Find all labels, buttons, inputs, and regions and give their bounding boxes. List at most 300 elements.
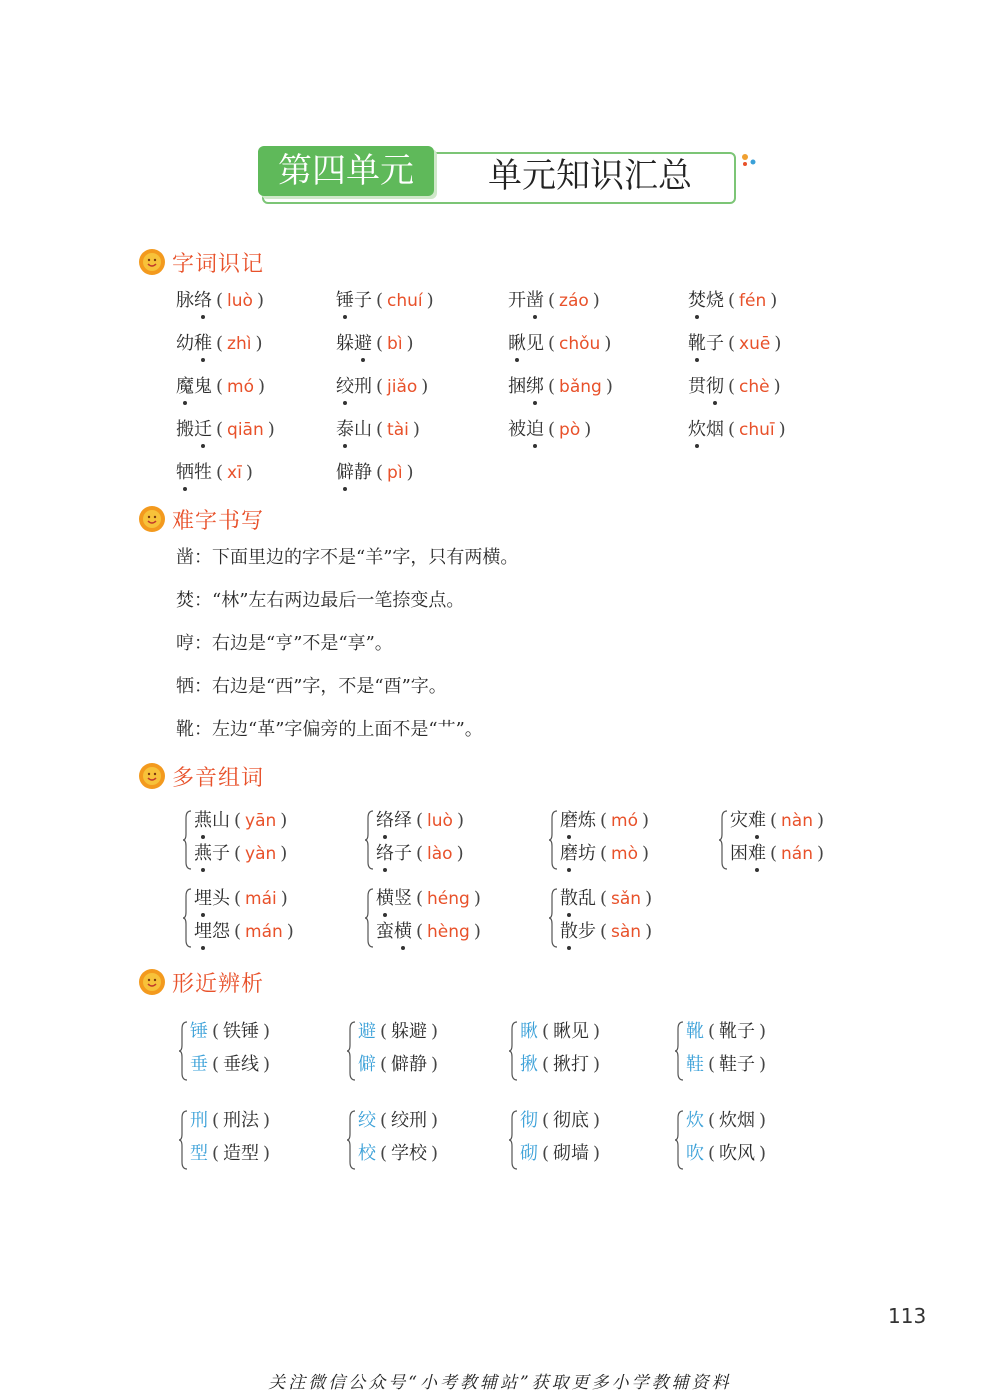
paren-close: ) <box>778 419 786 440</box>
word-char: 牺 <box>176 460 194 486</box>
word-char: 山 <box>354 419 372 440</box>
pinyin: chè <box>739 377 770 397</box>
paren-open: ( <box>380 1021 388 1042</box>
paren-open: ( <box>416 810 424 831</box>
vocab-word <box>508 331 544 357</box>
paren-close: ) <box>593 1143 601 1164</box>
brace-icon <box>508 1021 518 1081</box>
paren-close: ) <box>263 1143 271 1164</box>
vocab-item <box>336 374 432 400</box>
polyphone-row <box>194 919 298 945</box>
word-char: 烟 <box>706 419 724 440</box>
word-char: 络 <box>194 288 212 314</box>
paren-close: ) <box>584 419 592 440</box>
similar-row <box>520 1019 604 1045</box>
vocab-word <box>336 331 372 357</box>
paren-close: ) <box>605 376 613 397</box>
word-char: 幼 <box>176 333 194 354</box>
word-char: 燕 <box>194 841 212 867</box>
pinyin: tài <box>387 420 409 440</box>
similar-word: 彻底 <box>553 1110 590 1131</box>
word-char: 凿 <box>526 288 544 314</box>
vocab-word <box>376 808 412 834</box>
similar-row <box>520 1052 604 1078</box>
vocab-item <box>508 374 617 400</box>
word-char: 子 <box>354 290 372 311</box>
title-banner <box>258 146 734 204</box>
similar-row <box>190 1108 274 1134</box>
vocab-item <box>176 374 269 400</box>
paren-open: ( <box>542 1021 550 1042</box>
similar-group <box>178 1019 348 1085</box>
vocab-word <box>376 919 412 945</box>
similar-word: 躲避 <box>391 1021 428 1042</box>
paren-open: ( <box>216 333 224 354</box>
similar-char: 校 <box>358 1143 376 1164</box>
similar-char: 型 <box>190 1143 208 1164</box>
word-char: 开 <box>508 290 526 311</box>
similar-group <box>508 1019 678 1085</box>
vocab-word <box>336 374 372 400</box>
pinyin: yān <box>245 811 277 831</box>
sun-icon <box>138 968 166 996</box>
word-char: 炊 <box>688 417 706 443</box>
vocab-word <box>176 417 212 443</box>
vocab-item <box>176 417 279 443</box>
paren-open: ( <box>728 290 736 311</box>
word-char: 捆 <box>508 376 526 397</box>
word-char: 僻 <box>336 460 354 486</box>
page-number: 113 <box>888 1304 927 1328</box>
paren-close: ) <box>426 290 434 311</box>
paren-close: ) <box>473 921 481 942</box>
word-char: 稚 <box>194 331 212 357</box>
brace-icon <box>674 1021 684 1081</box>
similar-row <box>190 1019 274 1045</box>
word-char: 横 <box>376 886 394 912</box>
vocab-word <box>336 288 372 314</box>
paren-close: ) <box>280 888 288 909</box>
vocab-item <box>688 331 785 357</box>
vocab-word <box>508 374 544 400</box>
page-title: 单元知识汇总 <box>488 156 692 196</box>
similar-char: 彻 <box>520 1110 538 1131</box>
paren-close: ) <box>286 921 294 942</box>
polyphone-row <box>560 919 656 945</box>
paren-open: ( <box>548 333 556 354</box>
paren-open: ( <box>212 1021 220 1042</box>
sun-icon <box>138 505 166 533</box>
paren-open: ( <box>708 1021 716 1042</box>
paren-open: ( <box>234 921 242 942</box>
polyphone-group <box>548 808 718 874</box>
vocab-word <box>194 808 230 834</box>
word-char: 迫 <box>526 417 544 443</box>
similar-char: 鞋 <box>686 1054 704 1075</box>
word-char: 搬 <box>176 419 194 440</box>
similar-row <box>686 1108 770 1134</box>
paren-close: ) <box>267 419 275 440</box>
pinyin: chǒu <box>559 334 601 354</box>
paren-close: ) <box>592 290 600 311</box>
word-char: 牲 <box>194 462 212 483</box>
paren-close: ) <box>256 290 264 311</box>
pinyin: chuí <box>387 291 423 311</box>
similar-word: 造型 <box>223 1143 260 1164</box>
paren-open: ( <box>416 888 424 909</box>
brace-icon <box>178 1110 188 1170</box>
vocab-word <box>688 331 724 357</box>
vocab-word <box>176 374 212 400</box>
word-char: 散 <box>560 919 578 945</box>
vocab-word <box>194 886 230 912</box>
paren-close: ) <box>817 810 825 831</box>
paren-close: ) <box>263 1021 271 1042</box>
paren-open: ( <box>600 888 608 909</box>
section-header-polyphone <box>138 761 264 791</box>
word-char: 刑 <box>354 376 372 397</box>
vocab-word <box>176 460 212 486</box>
pinyin: héng <box>427 889 470 909</box>
similar-word: 僻静 <box>391 1054 428 1075</box>
section-header-similar <box>138 967 264 997</box>
brace-icon <box>508 1110 518 1170</box>
paren-open: ( <box>380 1110 388 1131</box>
paren-open: ( <box>234 810 242 831</box>
pinyin: lào <box>427 844 453 864</box>
paren-open: ( <box>234 888 242 909</box>
polyphone-row <box>376 886 485 912</box>
paren-open: ( <box>600 921 608 942</box>
word-char: 彻 <box>706 374 724 400</box>
paren-open: ( <box>212 1143 220 1164</box>
similar-word: 刑法 <box>223 1110 260 1131</box>
paren-open: ( <box>728 419 736 440</box>
paren-open: ( <box>728 376 736 397</box>
brace-icon <box>178 1021 188 1081</box>
paren-close: ) <box>817 843 825 864</box>
similar-row <box>190 1141 274 1167</box>
word-char: 绑 <box>526 374 544 400</box>
pinyin: mán <box>245 922 283 942</box>
similar-row <box>358 1108 442 1134</box>
vocab-item <box>336 288 438 314</box>
similar-char: 揪 <box>520 1054 538 1075</box>
paren-close: ) <box>258 376 266 397</box>
word-char: 困 <box>730 843 748 864</box>
paren-open: ( <box>376 419 384 440</box>
word-char: 炼 <box>578 810 596 831</box>
paren-open: ( <box>708 1143 716 1164</box>
vocab-item <box>336 460 418 486</box>
brace-icon <box>182 810 192 870</box>
word-char: 蛮 <box>376 921 394 942</box>
polyphone-row <box>376 919 485 945</box>
paren-close: ) <box>773 376 781 397</box>
paren-close: ) <box>406 333 414 354</box>
word-char: 竖 <box>394 888 412 909</box>
pinyin: záo <box>559 291 589 311</box>
similar-char: 锤 <box>190 1021 208 1042</box>
word-char: 贯 <box>688 376 706 397</box>
paren-open: ( <box>708 1054 716 1075</box>
paren-open: ( <box>770 843 778 864</box>
word-char: 绞 <box>336 374 354 400</box>
paren-close: ) <box>759 1110 767 1131</box>
vocab-item <box>508 417 595 443</box>
paren-open: ( <box>216 462 224 483</box>
vocab-word <box>730 841 766 867</box>
paren-close: ) <box>645 921 653 942</box>
polyphone-row <box>560 886 656 912</box>
paren-open: ( <box>600 810 608 831</box>
paren-close: ) <box>431 1110 439 1131</box>
similar-word: 学校 <box>391 1143 428 1164</box>
section-title-writing: 难字书写 <box>172 508 265 534</box>
paren-close: ) <box>604 333 612 354</box>
paren-open: ( <box>212 1054 220 1075</box>
word-char: 迁 <box>194 417 212 443</box>
pinyin: sǎn <box>611 889 642 909</box>
similar-word: 砌墙 <box>553 1143 590 1164</box>
vocab-word <box>688 288 724 314</box>
polyphone-group <box>182 808 352 874</box>
similar-char: 垂 <box>190 1054 208 1075</box>
pinyin: mái <box>245 889 277 909</box>
polyphone-row <box>376 841 468 867</box>
vocab-item <box>176 460 257 486</box>
pinyin: xuē <box>739 334 771 354</box>
writing-note: 靴：左边“革”字偏旁的上面不是“艹”。 <box>176 719 483 740</box>
similar-word: 瞅见 <box>553 1021 590 1042</box>
brace-icon <box>182 888 192 948</box>
pinyin: jiǎo <box>387 377 418 397</box>
word-char: 络 <box>376 841 394 867</box>
similar-word: 揪打 <box>553 1054 590 1075</box>
similar-char: 僻 <box>358 1054 376 1075</box>
writing-note: 哼：右边是“亨”不是“享”。 <box>176 633 393 654</box>
similar-char: 吹 <box>686 1143 704 1164</box>
similar-row <box>520 1141 604 1167</box>
paren-open: ( <box>548 290 556 311</box>
similar-word: 垂线 <box>223 1054 260 1075</box>
paren-close: ) <box>431 1021 439 1042</box>
decorative-dots-icon <box>740 152 760 168</box>
polyphone-group <box>364 808 534 874</box>
similar-group <box>674 1019 844 1085</box>
writing-note: 凿：下面里边的字不是“羊”字，只有两横。 <box>176 547 519 568</box>
paren-open: ( <box>416 921 424 942</box>
paren-open: ( <box>708 1110 716 1131</box>
writing-note: 焚：“林”左右两边最后一笔捺变点。 <box>176 590 465 611</box>
paren-close: ) <box>774 333 782 354</box>
paren-close: ) <box>431 1054 439 1075</box>
vocab-word <box>336 417 372 443</box>
word-char: 燕 <box>194 808 212 834</box>
vocab-word <box>508 417 544 443</box>
polyphone-group <box>548 886 718 952</box>
paren-open: ( <box>216 419 224 440</box>
paren-open: ( <box>376 376 384 397</box>
similar-row <box>686 1052 770 1078</box>
paren-close: ) <box>593 1054 601 1075</box>
brace-icon <box>548 888 558 948</box>
pinyin: nán <box>781 844 813 864</box>
similar-word: 靴子 <box>719 1021 756 1042</box>
vocab-word <box>560 841 596 867</box>
pinyin: sàn <box>611 922 642 942</box>
vocab-word <box>336 460 372 486</box>
similar-char: 靴 <box>686 1021 704 1042</box>
paren-open: ( <box>212 1110 220 1131</box>
vocab-item <box>508 288 604 314</box>
word-char: 躲 <box>336 333 354 354</box>
paren-close: ) <box>759 1143 767 1164</box>
word-char: 子 <box>394 843 412 864</box>
vocab-item <box>688 288 781 314</box>
vocab-word <box>194 841 230 867</box>
similar-char: 砌 <box>520 1143 538 1164</box>
paren-close: ) <box>406 462 414 483</box>
section-title-polyphone: 多音组词 <box>172 765 265 791</box>
pinyin: xī <box>227 463 242 483</box>
word-char: 子 <box>706 333 724 354</box>
word-char: 难 <box>748 841 766 867</box>
paren-open: ( <box>380 1054 388 1075</box>
brace-icon <box>364 810 374 870</box>
polyphone-row <box>560 841 653 867</box>
word-char: 鬼 <box>194 376 212 397</box>
paren-open: ( <box>548 376 556 397</box>
pinyin: zhì <box>227 334 252 354</box>
word-char: 脉 <box>176 290 194 311</box>
paren-close: ) <box>255 333 263 354</box>
similar-row <box>358 1019 442 1045</box>
section-title-vocab: 字词识记 <box>172 251 265 277</box>
similar-char: 瞅 <box>520 1021 538 1042</box>
polyphone-row <box>560 808 653 834</box>
pinyin: bì <box>387 334 403 354</box>
word-char: 坊 <box>578 843 596 864</box>
paren-close: ) <box>456 810 464 831</box>
word-char: 被 <box>508 419 526 440</box>
pinyin: luò <box>427 811 453 831</box>
word-char: 泰 <box>336 417 354 443</box>
pinyin: luò <box>227 291 253 311</box>
polyphone-row <box>194 841 291 867</box>
similar-char: 绞 <box>358 1110 376 1131</box>
similar-group <box>508 1108 678 1174</box>
vocab-word <box>176 288 212 314</box>
vocab-word <box>376 841 412 867</box>
brace-icon <box>346 1021 356 1081</box>
pinyin: mò <box>611 844 638 864</box>
paren-close: ) <box>263 1054 271 1075</box>
similar-row <box>190 1052 274 1078</box>
word-char: 避 <box>354 331 372 357</box>
word-char: 怨 <box>212 921 230 942</box>
vocab-item <box>336 331 418 357</box>
vocab-word <box>688 374 724 400</box>
paren-open: ( <box>376 333 384 354</box>
similar-row <box>686 1019 770 1045</box>
word-char: 横 <box>394 919 412 945</box>
vocab-word <box>176 331 212 357</box>
word-char: 焚 <box>688 288 706 314</box>
polyphone-row <box>730 808 828 834</box>
word-char: 磨 <box>560 808 578 834</box>
similar-group <box>178 1108 348 1174</box>
vocab-word <box>560 886 596 912</box>
vocab-word <box>560 919 596 945</box>
vocab-word <box>508 288 544 314</box>
writing-note: 牺：右边是“西”字，不是“酉”字。 <box>176 676 447 697</box>
paren-close: ) <box>759 1021 767 1042</box>
vocab-item <box>176 331 266 357</box>
similar-word: 炊烟 <box>719 1110 756 1131</box>
vocab-word <box>194 919 230 945</box>
pinyin: chuī <box>739 420 775 440</box>
polyphone-row <box>730 841 828 867</box>
polyphone-row <box>376 808 468 834</box>
section-header-vocab <box>138 247 264 277</box>
polyphone-row <box>194 886 292 912</box>
brace-icon <box>346 1110 356 1170</box>
word-char: 瞅 <box>508 331 526 357</box>
word-char: 乱 <box>578 888 596 909</box>
footer-note: 关注微信公众号“小考教辅站”获取更多小学教辅资料 <box>268 1373 732 1393</box>
pinyin: fén <box>739 291 767 311</box>
paren-open: ( <box>216 290 224 311</box>
similar-word: 鞋子 <box>719 1054 756 1075</box>
word-char: 埋 <box>194 919 212 945</box>
word-char: 静 <box>354 462 372 483</box>
similar-word: 铁锤 <box>223 1021 260 1042</box>
paren-open: ( <box>416 843 424 864</box>
paren-open: ( <box>380 1143 388 1164</box>
similar-group <box>674 1108 844 1174</box>
paren-close: ) <box>421 376 429 397</box>
word-char: 磨 <box>560 841 578 867</box>
similar-row <box>520 1108 604 1134</box>
paren-open: ( <box>376 290 384 311</box>
paren-close: ) <box>280 843 288 864</box>
vocab-item <box>176 288 268 314</box>
similar-group <box>346 1108 516 1174</box>
word-char: 散 <box>560 886 578 912</box>
polyphone-group <box>182 886 352 952</box>
pinyin: yàn <box>245 844 277 864</box>
paren-open: ( <box>542 1143 550 1164</box>
vocab-item <box>508 331 615 357</box>
sun-icon <box>138 248 166 276</box>
word-char: 绎 <box>394 810 412 831</box>
vocab-item <box>336 417 424 443</box>
word-char: 子 <box>212 843 230 864</box>
paren-open: ( <box>600 843 608 864</box>
paren-open: ( <box>542 1054 550 1075</box>
word-char: 络 <box>376 808 394 834</box>
brace-icon <box>718 810 728 870</box>
similar-char: 炊 <box>686 1110 704 1131</box>
pinyin: nàn <box>781 811 813 831</box>
paren-close: ) <box>642 843 650 864</box>
vocab-word <box>376 886 412 912</box>
paren-close: ) <box>642 810 650 831</box>
similar-char: 刑 <box>190 1110 208 1131</box>
section-title-similar: 形近辨析 <box>172 971 265 997</box>
similar-char: 避 <box>358 1021 376 1042</box>
